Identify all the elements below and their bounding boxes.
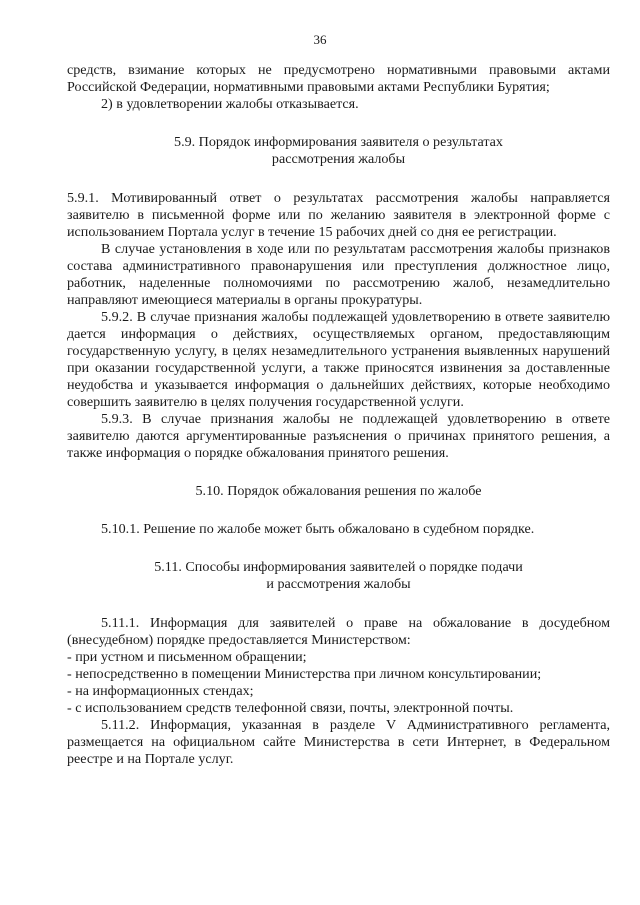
list-item: - на информационных стендах;: [67, 683, 254, 699]
page-content: [67, 62, 610, 768]
heading-5-11-line1: 5.11. Способы информирования заявителей о порядке подачи: [154, 559, 523, 575]
list-item: - непосредственно в помещении Министерства при личном консультировании;: [67, 666, 542, 682]
heading-5-9-line1: 5.9. Порядок информирования заявителя о результатах: [174, 134, 503, 150]
paragraph-refusal: 2) в удовлетворении жалобы отказывается.: [101, 96, 359, 112]
heading-5-10: 5.10. Порядок обжалования решения по жалобе: [195, 483, 482, 499]
list-item: - при устном и письменном обращении;: [67, 649, 307, 665]
heading-5-9-line2: рассмотрения жалобы: [271, 151, 406, 167]
paragraph-5-9-2: 5.9.2. В случае признания жалобы подлежащей удовлетворению в ответе заявителю дается информация о действиях, осуществляемых органом, предоставляющим государственную услугу, в целях незамедлительного устранения выявленных нарушений при оказании государственной услуги, а также приносятся извинения за доставленные неудобства и указывается информация о дальнейших действиях, которые необходимо совершить заявителю в целях получения государственной услуги.: [67, 309, 610, 410]
paragraph-5-9-1: 5.9.1. Мотивированный ответ о результатах рассмотрения жалобы направляется заявителю в письменной форме или по желанию заявителя в электронной форме с использованием Портала услуг в течение 15 рабочих дней со дня ее регистрации.: [67, 190, 610, 240]
paragraph-5-9-3: 5.9.3. В случае признания жалобы не подлежащей удовлетворению в ответе заявителю даются аргументированные разъяснения о причинах принятого решения, а также информация о порядке обжалования принятого решения.: [67, 411, 610, 461]
paragraph-5-11-2: 5.11.2. Информация, указанная в разделе V Административного регламента, размещается на официальном сайте Министерства в сети Интернет, в Федеральном реестре и на Портале услуг.: [67, 717, 610, 767]
list-item: - с использованием средств телефонной связи, почты, электронной почты.: [67, 700, 514, 716]
paragraph-5-11-1: 5.11.1. Информация для заявителей о праве на обжалование в досудебном (внесудебном) порядке предоставляется Министерством:: [67, 615, 610, 648]
heading-5-11-line2: и рассмотрения жалобы: [266, 576, 411, 592]
paragraph-5-10-1: 5.10.1. Решение по жалобе может быть обжаловано в судебном порядке.: [101, 521, 535, 537]
paragraph-continuation: средств, взимание которых не предусмотрено нормативными правовыми актами Российской Федерации, нормативными правовыми актами Республики Бурятия;: [67, 62, 610, 95]
page-number: 36: [313, 32, 327, 47]
paragraph-5-9-1-b: В случае установления в ходе или по результатам рассмотрения жалобы признаков состава административного правонарушения или преступления должностное лицо, работник, наделенные полномочиями по рассмотрению жалоб, незамедлительно направляют имеющиеся материалы в органы прокуратуры.: [67, 241, 610, 308]
